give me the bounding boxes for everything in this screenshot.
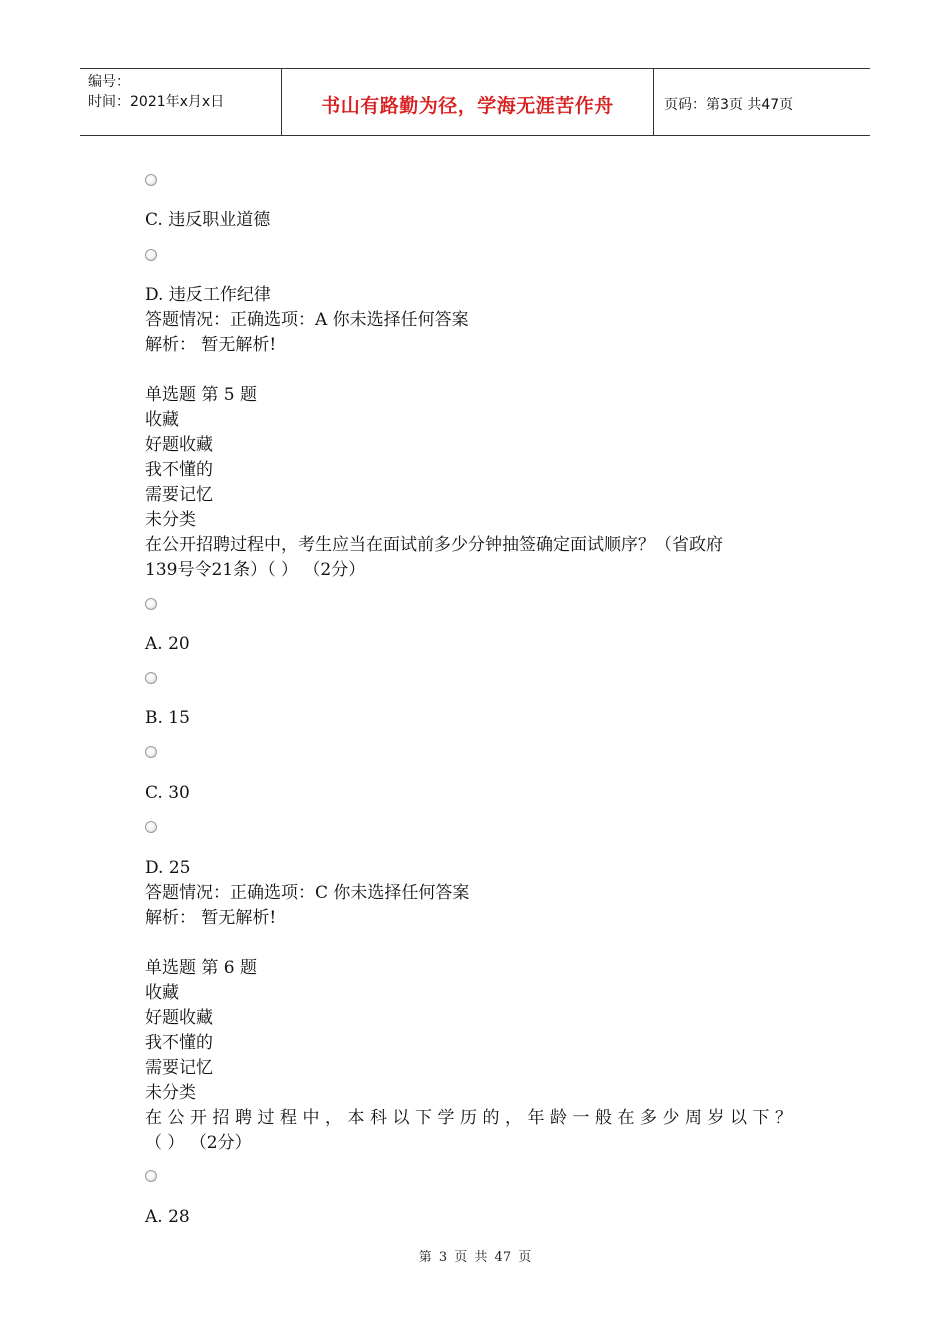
- page-footer: 第 3 页 共 47 页: [418, 1250, 532, 1265]
- header-motto: 书山有路勤为径，学海无涯苦作舟: [321, 95, 614, 117]
- radio-button-icon[interactable]: [145, 598, 157, 610]
- radio-button-icon[interactable]: [145, 1170, 157, 1182]
- header-meta: [80, 69, 281, 135]
- document-time-label: 时间：2021年x月x日: [88, 94, 225, 110]
- tag-good-question[interactable]: 好题收藏: [145, 435, 213, 455]
- option-a-label: A. 28: [145, 1207, 190, 1227]
- tag-uncategorized[interactable]: 未分类: [145, 1083, 196, 1103]
- option-d-label: D. 违反工作纪律: [145, 285, 271, 305]
- option-d-label: D. 25: [145, 858, 191, 878]
- question-text-continued: （ ） （2分）: [145, 1133, 252, 1153]
- header-page-info: 页码：第3页 共47页: [664, 97, 794, 113]
- header-page-cell: [654, 69, 870, 135]
- question-text-continued: 139号令21条）（ ） （2分）: [145, 560, 366, 580]
- question-heading: 单选题 第 6 题: [145, 958, 258, 978]
- radio-button-icon[interactable]: [145, 821, 157, 833]
- radio-button-icon[interactable]: [145, 249, 157, 261]
- tag-need-memorize[interactable]: 需要记忆: [145, 1058, 213, 1078]
- answer-status: 答题情况：正确选项：A 你未选择任何答案: [145, 310, 469, 330]
- radio-button-icon[interactable]: [145, 672, 157, 684]
- radio-button-icon[interactable]: [145, 174, 157, 186]
- header-motto-cell: [281, 69, 654, 135]
- option-b-label: B. 15: [145, 708, 190, 728]
- radio-button-icon[interactable]: [145, 746, 157, 758]
- tag-dont-understand[interactable]: 我不懂的: [145, 1033, 213, 1053]
- tag-favorite[interactable]: 收藏: [145, 410, 179, 430]
- question-text: 在公开招聘过程中，考生应当在面试前多少分钟抽签确定面试顺序？（省政府: [145, 535, 723, 555]
- document-number-label: 编号：: [88, 74, 130, 90]
- question-heading: 单选题 第 5 题: [145, 385, 258, 405]
- tag-uncategorized[interactable]: 未分类: [145, 510, 196, 530]
- answer-status: 答题情况：正确选项：C 你未选择任何答案: [145, 883, 470, 903]
- option-a-label: A. 20: [145, 634, 190, 654]
- option-c-label: C. 违反职业道德: [145, 210, 271, 230]
- option-c-label: C. 30: [145, 783, 190, 803]
- question-text: 在公开招聘过程中，本科以下学历的，年龄一般在多少周岁以下？: [145, 1108, 798, 1128]
- answer-analysis: 解析： 暂无解析!: [145, 335, 277, 355]
- tag-good-question[interactable]: 好题收藏: [145, 1008, 213, 1028]
- tag-favorite[interactable]: 收藏: [145, 983, 179, 1003]
- answer-analysis: 解析： 暂无解析!: [145, 908, 277, 928]
- tag-dont-understand[interactable]: 我不懂的: [145, 460, 213, 480]
- page-header: [80, 68, 870, 136]
- tag-need-memorize[interactable]: 需要记忆: [145, 485, 213, 505]
